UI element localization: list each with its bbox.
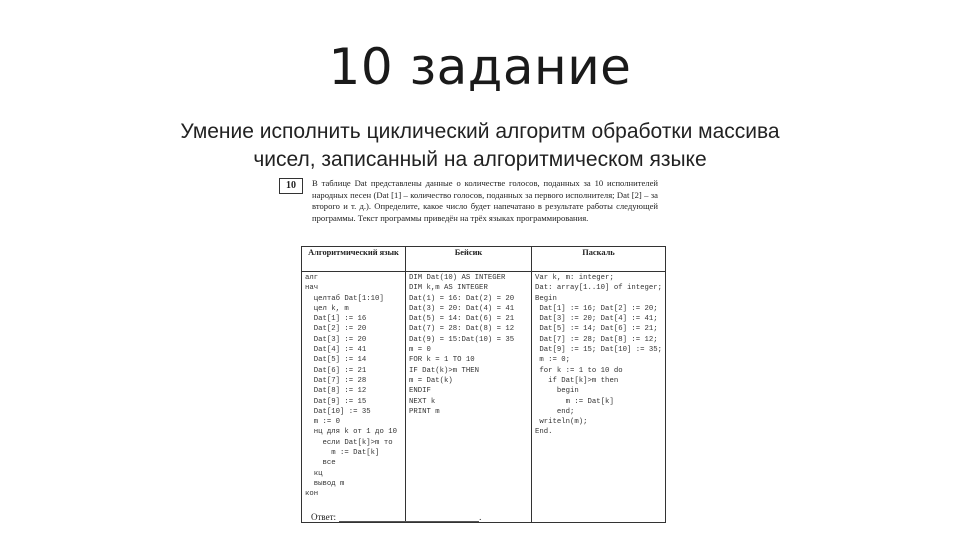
code-line: нц для k от 1 до 10 [305, 428, 397, 437]
code-line: Dat[5] := 14 [305, 356, 367, 365]
code-line: FOR k = 1 TO 10 [409, 356, 475, 365]
code-line: Dat[3] := 20 [305, 335, 367, 344]
subtitle-line-2: чисел, записанный на алгоритмическом языке [253, 148, 707, 171]
code-line: вывод m [305, 479, 345, 488]
column-header-basic: Бейсик [406, 247, 532, 272]
code-line: begin [535, 387, 579, 396]
code-line: Dat[8] := 12 [305, 387, 367, 396]
code-line: Dat(3) = 20: Dat(4) = 41 [409, 304, 515, 313]
code-line: Dat[6] := 21 [305, 366, 367, 375]
code-line: for k := 1 to 10 do [535, 366, 623, 375]
code-line: Dat[1] := 16; Dat[2] := 20; [535, 304, 658, 313]
answer-label: Ответ: [311, 512, 337, 522]
task-image [275, 176, 667, 531]
code-line: Dat(1) = 16: Dat(2) = 20 [409, 294, 515, 303]
task-text: В таблице Dat представлены данные о количестве голосов, поданных за 10 исполнителей народных песен (Dat [1] – количество голосов, поданных за первого исполнителя; Dat [2] – за второго и т. д.). Определите, какое число будет напечатано в результате работы следующей программы. Текст программы приведён на трёх языках программирования. [312, 178, 658, 223]
code-line: m := 0; [535, 356, 571, 365]
code-line: кц [305, 469, 323, 478]
basic-code [409, 273, 528, 417]
code-table [301, 246, 666, 523]
code-line: if Dat[k]>m then [535, 376, 619, 385]
code-line: Dat[7] := 28 [305, 376, 367, 385]
code-line: NEXT k [409, 397, 436, 406]
code-line: цел k, m [305, 304, 349, 313]
code-line: End. [535, 428, 553, 437]
code-line: Dat(9) = 15:Dat(10) = 35 [409, 335, 515, 344]
code-line: m := Dat[k] [535, 397, 614, 406]
code-line: все [305, 459, 336, 468]
code-line: Begin [535, 294, 557, 303]
code-line: DIM k,m AS INTEGER [409, 284, 488, 293]
slide-subtitle [100, 118, 860, 174]
code-table-header [302, 247, 666, 272]
code-line: m := 0 [305, 418, 341, 427]
code-line: DIM Dat(10) AS INTEGER [409, 274, 506, 282]
code-table-row [302, 272, 666, 523]
code-line: Dat[9] := 15; Dat[10] := 35; [535, 346, 662, 355]
column-header-algo: Алгоритмический язык [302, 247, 406, 272]
code-line: Dat[7] := 28; Dat[8] := 12; [535, 335, 658, 344]
answer-line [339, 513, 479, 522]
code-line: Dat[1] := 16 [305, 315, 367, 324]
code-line: Dat[9] := 15 [305, 397, 367, 406]
code-line: m = 0 [409, 346, 431, 355]
column-header-pascal: Паскаль [532, 247, 666, 272]
code-line: Dat[5] := 14; Dat[6] := 21; [535, 325, 658, 334]
slide-title: 10 задание [328, 38, 632, 96]
code-line: Dat[3] := 20; Dat[4] := 41; [535, 315, 658, 324]
code-line: ENDIF [409, 387, 431, 396]
code-line: Dat(5) = 14: Dat(6) = 21 [409, 315, 515, 324]
algo-code-cell [302, 272, 406, 523]
basic-code-cell [406, 272, 532, 523]
code-line: целтаб Dat[1:10] [305, 294, 384, 303]
task-number: 10 [279, 178, 303, 194]
code-line: m := Dat[k] [305, 449, 380, 458]
subtitle-line-1: Умение исполнить циклический алгоритм обработки массива [180, 120, 780, 143]
code-line: Dat(7) = 28: Dat(8) = 12 [409, 325, 515, 334]
answer-row: Ответ: . [311, 512, 482, 522]
code-line: PRINT m [409, 407, 440, 416]
code-line: если Dat[k]>m то [305, 438, 393, 447]
code-line: IF Dat(k)>m THEN [409, 366, 480, 375]
code-line: end; [535, 407, 575, 416]
code-line: Var k, m: integer; [535, 274, 614, 282]
pascal-code-cell [532, 272, 666, 523]
code-line: Dat[2] := 20 [305, 325, 367, 334]
code-line: кон [305, 490, 319, 499]
code-line: Dat[10] := 35 [305, 407, 371, 416]
code-line: алг [305, 274, 319, 282]
code-line: Dat[4] := 41 [305, 346, 367, 355]
algo-code [305, 273, 402, 500]
code-line: нач [305, 284, 319, 293]
code-line: Dat: array[1..10] of integer; [535, 284, 662, 293]
pascal-code [535, 273, 662, 438]
code-line: m = Dat(k) [409, 376, 453, 385]
code-line: writeln(m); [535, 418, 588, 427]
